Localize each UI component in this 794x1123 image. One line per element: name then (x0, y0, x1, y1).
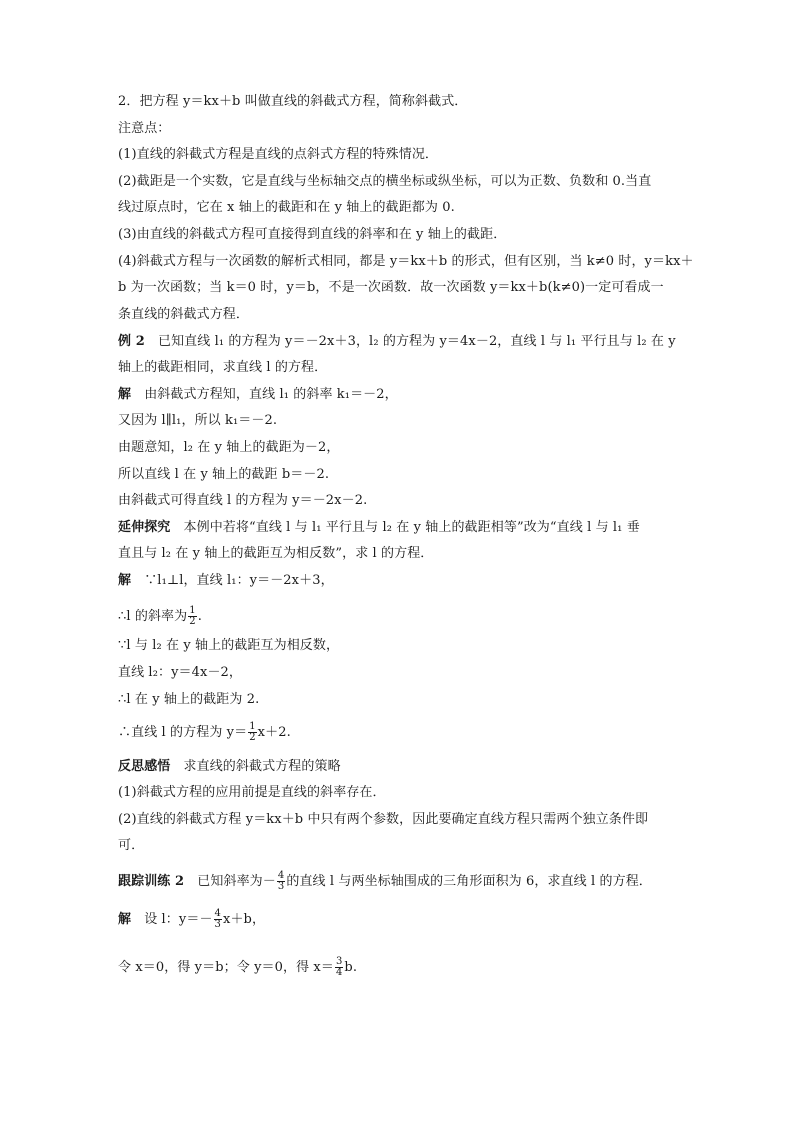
line-rest: ∵l₁⊥l，直线 l₁：y＝－2x＋3， (131, 573, 334, 588)
text-line: 轴上的截距相同，求直线 l 的方程． (118, 360, 328, 375)
text-line: 2．把方程 y＝kx＋b 叫做直线的斜截式方程，简称斜截式． (118, 94, 468, 109)
text-line: (2)截距是一个实数，它是直线与坐标轴交点的横坐标或纵坐标，可以为正数、负数和 0.当直 (118, 174, 652, 189)
reflection-heading (118, 759, 341, 775)
text-line: 直线 l₂：y＝4x－2， (118, 665, 243, 680)
line-rest: 已知直线 l₁ 的方程为 y＝－2x＋3，l₂ 的方程为 y＝4x－2，直线 l 与 l₁ 平行且与 l₂ 在 y (144, 334, 676, 349)
text-line: ∴l 在 y 轴上的截距为 2. (118, 692, 260, 707)
heading-label: 跟踪训练 2 (118, 874, 185, 889)
heading-label: 反思感悟 (118, 759, 171, 774)
text-line: 由斜截式可得直线 l 的方程为 y＝－2x－2. (118, 493, 368, 508)
text-line: (1)直线的斜截式方程是直线的点斜式方程的特殊情况． (118, 147, 439, 162)
text-line: ∵l 与 l₂ 在 y 轴上的截距互为相反数， (118, 638, 340, 653)
text-line: 注意点： (118, 121, 171, 136)
text-line: 直且与 l₂ 在 y 轴上的截距互为相反数”，求 l 的方程． (118, 546, 434, 561)
fraction-four-thirds: $\frac{4}{3}$ (214, 908, 222, 930)
fraction-four-thirds: $\frac{4}{3}$ (277, 870, 285, 892)
fraction-half: $\frac{1}{2}$ (189, 605, 196, 627)
text-line: 由题意知，l₂ 在 y 轴上的截距为－2， (118, 440, 340, 455)
line-rest: 已知斜率为－ (184, 874, 276, 889)
text-line: 可． (118, 838, 145, 853)
heading-label: 解 (118, 387, 132, 402)
heading-label: 例 2 (118, 334, 145, 349)
text-line: 所以直线 l 在 y 轴上的截距 b＝－2. (118, 467, 330, 482)
result-line: ∴直线 l 的方程为 y＝ $\frac{1}{2}$ x＋2. (118, 721, 291, 743)
text-line: 线过原点时，它在 x 轴上的截距和在 y 轴上的截距都为 0. (118, 200, 455, 215)
solution-line (118, 573, 334, 589)
text-line: (2)直线的斜截式方程 y＝kx＋b 中只有两个参数，因此要确定直线方程只需两个独立条件即 (118, 812, 649, 827)
line-rest: 由斜截式方程知，直线 l₁ 的斜率 k₁＝－2， (131, 387, 398, 402)
heading-label: 延伸探究 (118, 520, 171, 535)
line-rest: 设 l：y＝－ (131, 912, 213, 927)
solution-line: 解 设 l：y＝－ $\frac{4}{3}$ x＋b， (118, 908, 266, 930)
fraction-three-quarters: $\frac{3}{4}$ (335, 956, 343, 978)
line-rest: 求直线的斜截式方程的策略 (170, 759, 341, 774)
text-line: 又因为 l∥l₁，所以 k₁＝－2. (118, 413, 278, 428)
text-line: (3)由直线的斜截式方程可直接得到直线的斜率和在 y 轴上的截距． (118, 227, 507, 242)
practice-line: 跟踪训练 2 已知斜率为－ $\frac{4}{3}$ 的直线 l 与两坐标轴围成的三角形面积为 6，求直线 l 的方程． (118, 870, 652, 892)
text-line: (1)斜截式方程的应用前提是直线的斜率存在． (118, 785, 386, 800)
example-heading (118, 334, 676, 350)
slope-line: ∴l 的斜率为 $\frac{1}{2}$ . (118, 605, 202, 627)
text-line: 令 x＝0，得 y＝b；令 y＝0，得 x＝ $\frac{3}{4}$ b. (118, 956, 358, 978)
text-line: 条直线的斜截式方程． (118, 307, 250, 322)
text-line: b 为一次函数；当 k＝0 时，y＝b，不是一次函数．故一次函数 y＝kx＋b(k≠0)一定可看成一 (118, 280, 664, 295)
heading-label: 解 (118, 912, 132, 927)
line-rest: 本例中若将“直线 l 与 l₁ 平行且与 l₂ 在 y 轴上的截距相等”改为“直线 l 与 l₁ 垂 (170, 520, 640, 535)
text-line: (4)斜截式方程与一次函数的解析式相同，都是 y＝kx＋b 的形式，但有区别，当 k≠0 时，y＝kx＋ (118, 254, 694, 269)
extension-heading (118, 520, 640, 536)
fraction-half: $\frac{1}{2}$ (249, 721, 256, 743)
solution-line (118, 387, 398, 403)
heading-label: 解 (118, 573, 132, 588)
slope-text: ∴l 的斜率为 (118, 609, 188, 624)
